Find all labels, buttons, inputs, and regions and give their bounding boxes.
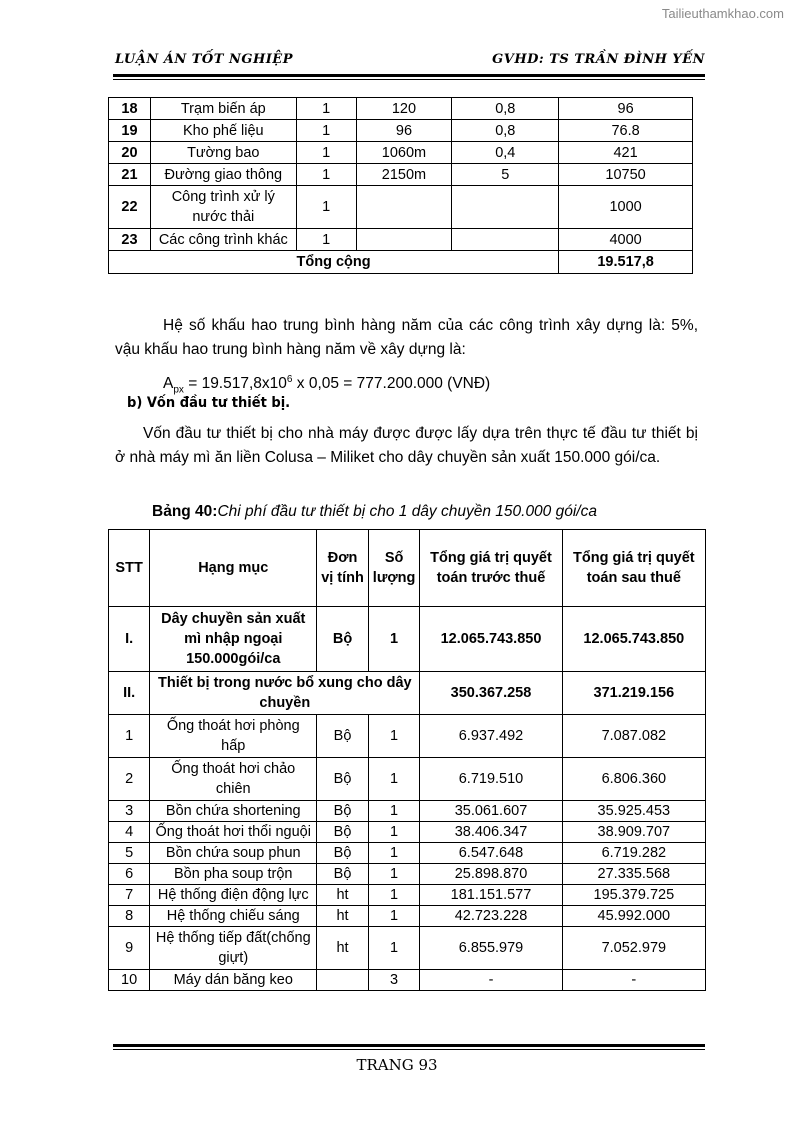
row-quantity: 1 bbox=[296, 164, 356, 186]
row-after-tax: 6.719.282 bbox=[562, 843, 705, 864]
row-name: Ống thoát hơi thổi nguội bbox=[150, 822, 317, 843]
row-value: 96 bbox=[559, 98, 693, 120]
row-rate: 0,8 bbox=[452, 98, 559, 120]
row-stt: 7 bbox=[109, 885, 150, 906]
row-before-tax: 181.151.577 bbox=[420, 885, 562, 906]
row-name: Công trình xử lý nước thải bbox=[150, 186, 296, 229]
row-stt: 19 bbox=[109, 120, 151, 142]
header-quantity: Số lượng bbox=[368, 530, 420, 607]
row-after-tax: - bbox=[562, 970, 705, 991]
row-name: Tường bao bbox=[150, 142, 296, 164]
total-label: Tổng cộng bbox=[109, 251, 559, 274]
row-area: 1060m bbox=[356, 142, 452, 164]
page-header bbox=[115, 52, 705, 72]
row-unit: ht bbox=[317, 885, 369, 906]
formula-part1: = 19.517,8x10 bbox=[183, 375, 287, 393]
header-stt: STT bbox=[109, 530, 150, 607]
formula-part2: x 0,05 = 777.200.000 (VNĐ) bbox=[292, 375, 491, 393]
row-area: 96 bbox=[356, 120, 452, 142]
header-left-title: LUẬN ÁN TỐT NGHIỆP bbox=[115, 52, 293, 67]
footer-rule-thick bbox=[113, 1044, 705, 1047]
formula-subscript: px bbox=[173, 384, 184, 396]
row-before-tax: 6.719.510 bbox=[420, 758, 562, 801]
table-header-row bbox=[109, 530, 706, 607]
table-row bbox=[109, 229, 693, 251]
row-rate: 0,4 bbox=[452, 142, 559, 164]
row-stt: 22 bbox=[109, 186, 151, 229]
row-name: Bồn chứa shortening bbox=[150, 801, 317, 822]
row-before-tax: 25.898.870 bbox=[420, 864, 562, 885]
header-rule-thin bbox=[113, 79, 705, 80]
row-quantity: 1 bbox=[368, 885, 420, 906]
row-unit bbox=[317, 970, 369, 991]
row-name: Đường giao thông bbox=[150, 164, 296, 186]
table-row bbox=[109, 970, 706, 991]
table-row bbox=[109, 186, 693, 229]
row-quantity: 1 bbox=[368, 758, 420, 801]
row-name: Hệ thống tiếp đất(chống giựt) bbox=[150, 927, 317, 970]
row-stt: 3 bbox=[109, 801, 150, 822]
row-before-tax: 6.547.648 bbox=[420, 843, 562, 864]
row-rate: 5 bbox=[452, 164, 559, 186]
header-item: Hạng mục bbox=[150, 530, 317, 607]
row-after-tax: 45.992.000 bbox=[562, 906, 705, 927]
row-before-tax: 6.937.492 bbox=[420, 715, 562, 758]
row-unit: Bộ bbox=[317, 715, 369, 758]
row-name: Ống thoát hơi phòng hấp bbox=[150, 715, 317, 758]
group-unit: Bộ bbox=[317, 607, 369, 672]
row-quantity: 1 bbox=[296, 120, 356, 142]
row-name: Các công trình khác bbox=[150, 229, 296, 251]
table-row bbox=[109, 164, 693, 186]
row-quantity: 1 bbox=[368, 864, 420, 885]
row-stt: 20 bbox=[109, 142, 151, 164]
group-after-tax: 12.065.743.850 bbox=[562, 607, 705, 672]
formula-superscript: 6 bbox=[286, 374, 293, 385]
table-row bbox=[109, 927, 706, 970]
row-unit: Bộ bbox=[317, 758, 369, 801]
table-total-row bbox=[109, 251, 693, 274]
watermark: Tailieuthamkhao.com bbox=[661, 6, 784, 21]
row-stt: 1 bbox=[109, 715, 150, 758]
table-row bbox=[109, 142, 693, 164]
row-value: 1000 bbox=[559, 186, 693, 229]
total-value: 19.517,8 bbox=[559, 251, 693, 274]
row-stt: 21 bbox=[109, 164, 151, 186]
group-stt: I. bbox=[109, 607, 150, 672]
table-row bbox=[109, 885, 706, 906]
row-before-tax: 42.723.228 bbox=[420, 906, 562, 927]
row-quantity: 1 bbox=[296, 142, 356, 164]
row-quantity: 1 bbox=[296, 186, 356, 229]
row-quantity: 3 bbox=[368, 970, 420, 991]
header-rule-thick bbox=[113, 74, 705, 77]
group-name: Dây chuyền sản xuất mì nhập ngoại 150.000gói/ca bbox=[150, 607, 317, 672]
row-rate bbox=[452, 186, 559, 229]
row-value: 76.8 bbox=[559, 120, 693, 142]
row-value: 10750 bbox=[559, 164, 693, 186]
row-after-tax: 38.909.707 bbox=[562, 822, 705, 843]
row-quantity: 1 bbox=[368, 822, 420, 843]
row-after-tax: 6.806.360 bbox=[562, 758, 705, 801]
row-unit: Bộ bbox=[317, 843, 369, 864]
equipment-cost-table bbox=[108, 529, 706, 991]
header-after-tax: Tổng giá trị quyết toán sau thuế bbox=[562, 530, 705, 607]
row-area bbox=[356, 186, 452, 229]
row-name: Máy dán băng keo bbox=[150, 970, 317, 991]
header-unit: Đơn vị tính bbox=[317, 530, 369, 607]
row-stt: 9 bbox=[109, 927, 150, 970]
row-quantity: 1 bbox=[368, 801, 420, 822]
group-row bbox=[109, 607, 706, 672]
table-row bbox=[109, 98, 693, 120]
group-quantity: 1 bbox=[368, 607, 420, 672]
table40-title: Chi phí đầu tư thiết bị cho 1 dây chuyền 150.000 gói/ca bbox=[217, 503, 597, 520]
row-before-tax: 38.406.347 bbox=[420, 822, 562, 843]
row-area: 2150m bbox=[356, 164, 452, 186]
row-unit: Bộ bbox=[317, 864, 369, 885]
row-name: Hệ thống chiếu sáng bbox=[150, 906, 317, 927]
row-name: Ống thoát hơi chảo chiên bbox=[150, 758, 317, 801]
row-name: Bồn chứa soup phun bbox=[150, 843, 317, 864]
table-row bbox=[109, 715, 706, 758]
table-row bbox=[109, 864, 706, 885]
row-unit: ht bbox=[317, 906, 369, 927]
table-row bbox=[109, 822, 706, 843]
table-row bbox=[109, 120, 693, 142]
group-row bbox=[109, 672, 706, 715]
formula-lhs: A bbox=[163, 375, 174, 393]
construction-cost-table bbox=[108, 97, 693, 274]
row-quantity: 1 bbox=[296, 98, 356, 120]
row-stt: 10 bbox=[109, 970, 150, 991]
header-right-advisor: GVHD: TS TRẦN ĐÌNH YẾN bbox=[492, 52, 705, 67]
table-row bbox=[109, 758, 706, 801]
row-unit: Bộ bbox=[317, 822, 369, 843]
group-name: Thiết bị trong nước bổ xung cho dây chuyền bbox=[150, 672, 420, 715]
row-after-tax: 27.335.568 bbox=[562, 864, 705, 885]
footer-rule-thin bbox=[113, 1049, 705, 1050]
page-number: TRANG 93 bbox=[356, 1056, 438, 1074]
row-rate: 0,8 bbox=[452, 120, 559, 142]
row-after-tax: 7.087.082 bbox=[562, 715, 705, 758]
row-value: 4000 bbox=[559, 229, 693, 251]
table-row bbox=[109, 801, 706, 822]
row-name: Hệ thống điện động lực bbox=[150, 885, 317, 906]
row-rate bbox=[452, 229, 559, 251]
group-before-tax: 350.367.258 bbox=[420, 672, 562, 715]
equipment-cost-table-body bbox=[109, 530, 706, 991]
equipment-investment-paragraph: Vốn đầu tư thiết bị cho nhà máy được được lấy dựa trên thực tế đầu tư thiết bị ở nhà máy mì ăn liền Colusa – Miliket cho dây chuyền sản xuất 150.000 gói/ca. bbox=[115, 425, 698, 466]
row-unit: Bộ bbox=[317, 801, 369, 822]
group-before-tax: 12.065.743.850 bbox=[420, 607, 562, 672]
row-after-tax: 7.052.979 bbox=[562, 927, 705, 970]
row-area: 120 bbox=[356, 98, 452, 120]
row-quantity: 1 bbox=[368, 906, 420, 927]
row-stt: 4 bbox=[109, 822, 150, 843]
row-before-tax: 35.061.607 bbox=[420, 801, 562, 822]
group-stt: II. bbox=[109, 672, 150, 715]
table40-label: Bảng 40: bbox=[152, 503, 218, 520]
row-name: Kho phế liệu bbox=[150, 120, 296, 142]
row-stt: 6 bbox=[109, 864, 150, 885]
construction-cost-table-body bbox=[109, 98, 693, 274]
row-quantity: 1 bbox=[296, 229, 356, 251]
depreciation-paragraph: Hệ số khấu hao trung bình hàng năm của các công trình xây dựng là: 5%, vậu khấu hao trung bình hàng năm về xây dựng là: bbox=[115, 317, 698, 358]
row-stt: 18 bbox=[109, 98, 151, 120]
row-stt: 8 bbox=[109, 906, 150, 927]
row-after-tax: 35.925.453 bbox=[562, 801, 705, 822]
row-before-tax: - bbox=[420, 970, 562, 991]
row-value: 421 bbox=[559, 142, 693, 164]
row-name: Trạm biến áp bbox=[150, 98, 296, 120]
row-stt: 5 bbox=[109, 843, 150, 864]
row-quantity: 1 bbox=[368, 715, 420, 758]
row-name: Bồn pha soup trộn bbox=[150, 864, 317, 885]
section-b-heading: b) Vốn đầu tư thiết bị. bbox=[127, 395, 291, 411]
row-before-tax: 6.855.979 bbox=[420, 927, 562, 970]
row-unit: ht bbox=[317, 927, 369, 970]
row-stt: 2 bbox=[109, 758, 150, 801]
group-after-tax: 371.219.156 bbox=[562, 672, 705, 715]
row-quantity: 1 bbox=[368, 927, 420, 970]
header-before-tax: Tổng giá trị quyết toán trước thuế bbox=[420, 530, 562, 607]
row-area bbox=[356, 229, 452, 251]
row-quantity: 1 bbox=[368, 843, 420, 864]
table-row bbox=[109, 843, 706, 864]
table-row bbox=[109, 906, 706, 927]
table40-caption bbox=[152, 500, 712, 524]
row-after-tax: 195.379.725 bbox=[562, 885, 705, 906]
row-stt: 23 bbox=[109, 229, 151, 251]
